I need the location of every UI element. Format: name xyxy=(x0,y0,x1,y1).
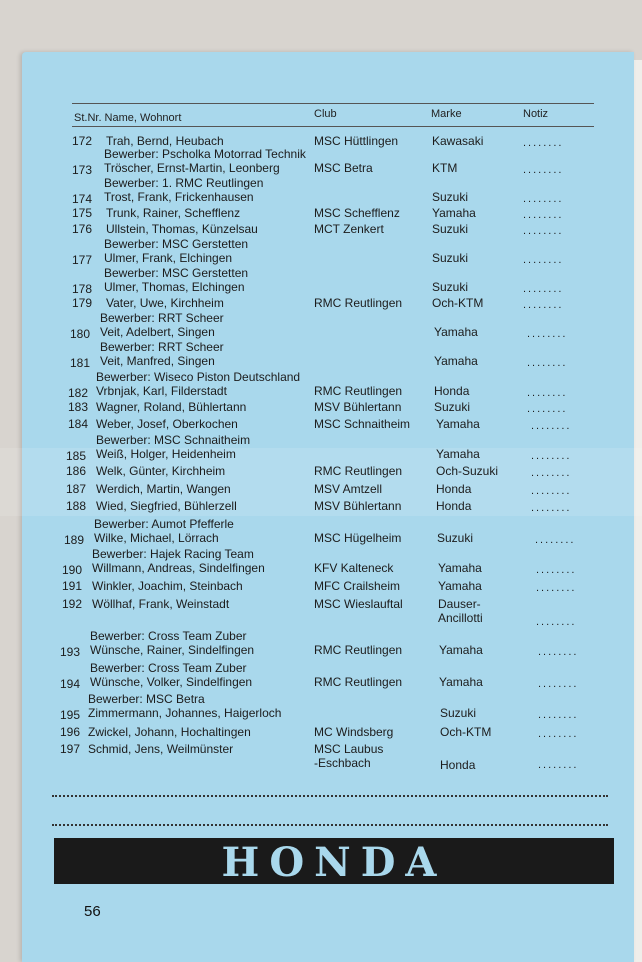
bewerber-label: Bewerber: RRT Scheer xyxy=(100,340,224,354)
notiz-dots: ........ xyxy=(523,209,564,221)
brand: Suzuki xyxy=(432,280,469,294)
club-name: MSC Schnaitheim xyxy=(314,417,411,431)
brand: Yamaha xyxy=(438,579,482,593)
rider-name: Trunk, Rainer, Schefflenz xyxy=(106,206,241,220)
brand: Suzuki xyxy=(434,400,471,414)
bewerber-label: Bewerber: 1. RMC Reutlingen xyxy=(104,176,264,190)
rider-name: Wünsche, Volker, Sindelfingen xyxy=(90,675,253,689)
rider-name: Willmann, Andreas, Sindelfingen xyxy=(92,561,265,575)
notiz-dots: ........ xyxy=(523,299,564,311)
club-name: MC Windsberg xyxy=(314,725,394,739)
notiz-dots: ........ xyxy=(538,728,579,740)
start-number: 188 xyxy=(65,499,86,513)
notiz-dots: ........ xyxy=(523,193,564,205)
header-marke: Marke xyxy=(431,108,462,120)
start-number: 196 xyxy=(59,725,80,739)
start-number: 180 xyxy=(69,327,90,341)
bewerber-label: Bewerber: Cross Team Zuber xyxy=(90,661,247,675)
rider-name: Wünsche, Rainer, Sindelfingen xyxy=(90,643,255,657)
brand: Suzuki xyxy=(440,706,477,720)
rider-name: Wagner, Roland, Bühlertann xyxy=(96,400,247,414)
rider-name: Welk, Günter, Kirchheim xyxy=(96,464,226,478)
honda-banner xyxy=(54,838,614,884)
header-nr-name: St.Nr. Name, Wohnort xyxy=(74,112,182,124)
bewerber-label: Bewerber: Aumot Pfefferle xyxy=(94,517,234,531)
club-name: RMC Reutlingen xyxy=(314,675,403,689)
bewerber-label: Bewerber: Pscholka Motorrad Technik xyxy=(104,147,306,161)
club-name: RMC Reutlingen xyxy=(314,384,403,398)
start-number: 179 xyxy=(71,296,92,310)
notiz-dots: ........ xyxy=(531,450,572,462)
honda-banner-text: HONDA xyxy=(221,839,447,886)
notiz-dots: ........ xyxy=(535,534,576,546)
page-number: 56 xyxy=(84,903,101,920)
start-number: 197 xyxy=(59,742,80,756)
notiz-dots: ........ xyxy=(531,485,572,497)
club-name: MSC Schefflenz xyxy=(314,206,400,220)
rider-name: Winkler, Joachim, Steinbach xyxy=(92,579,243,593)
notiz-dots: ........ xyxy=(536,582,577,594)
club-name: MFC Crailsheim xyxy=(314,579,401,593)
brand: Suzuki xyxy=(432,190,469,204)
start-number: 182 xyxy=(67,386,88,400)
start-number: 172 xyxy=(71,134,92,148)
notiz-dots: ........ xyxy=(523,225,564,237)
brand: Dauser- xyxy=(438,597,481,611)
start-number: 181 xyxy=(69,356,90,370)
rider-name: Wied, Siegfried, Bühlerzell xyxy=(96,499,237,513)
brand: Honda xyxy=(436,499,472,513)
notiz-dots: ........ xyxy=(538,759,579,771)
brand-line2: Ancillotti xyxy=(438,611,483,625)
start-number: 177 xyxy=(71,253,92,267)
notiz-dots: ........ xyxy=(536,616,577,628)
club-name: MSC Laubus xyxy=(314,742,384,756)
notiz-dots: ........ xyxy=(538,646,579,658)
bewerber-label: Bewerber: MSC Betra xyxy=(88,692,205,706)
header-top-rule xyxy=(72,103,594,104)
notiz-dots: ........ xyxy=(527,403,568,415)
notiz-dots: ........ xyxy=(531,467,572,479)
brand: Honda xyxy=(440,758,476,772)
rider-name: Vrbnjak, Karl, Filderstadt xyxy=(96,384,227,398)
notiz-dots: ........ xyxy=(531,502,572,514)
bewerber-label: Bewerber: Cross Team Zuber xyxy=(90,629,247,643)
rider-name: Trah, Bernd, Heubach xyxy=(106,134,224,148)
brand: Och-KTM xyxy=(432,296,484,310)
rider-name: Wöllhaf, Frank, Weinstadt xyxy=(92,597,230,611)
rider-name: Veit, Manfred, Singen xyxy=(100,354,215,368)
start-number: 175 xyxy=(71,206,92,220)
brand: KTM xyxy=(432,161,458,175)
notiz-dots: ........ xyxy=(527,328,568,340)
rider-name: Tröscher, Ernst-Martin, Leonberg xyxy=(104,161,280,175)
rider-name: Zwickel, Johann, Hochaltingen xyxy=(88,725,251,739)
start-number: 189 xyxy=(63,533,84,547)
rider-name: Zimmermann, Johannes, Haigerloch xyxy=(88,706,282,720)
club-name: MSV Amtzell xyxy=(314,482,383,496)
notes-dotted-line-2 xyxy=(52,824,608,826)
rider-name: Weber, Josef, Oberkochen xyxy=(96,417,238,431)
brand: Suzuki xyxy=(432,222,469,236)
start-number: 184 xyxy=(67,417,88,431)
bewerber-label: Bewerber: MSC Schnaitheim xyxy=(96,433,251,447)
brand: Och-KTM xyxy=(440,725,492,739)
start-number: 194 xyxy=(59,677,80,691)
brand: Yamaha xyxy=(434,325,478,339)
rider-name: Wilke, Michael, Lörrach xyxy=(94,531,219,545)
rider-name: Trost, Frank, Frickenhausen xyxy=(104,190,254,204)
rider-name: Werdich, Martin, Wangen xyxy=(96,482,231,496)
brand: Suzuki xyxy=(437,531,474,545)
rider-name: Schmid, Jens, Weilmünster xyxy=(88,742,234,756)
notiz-dots: ........ xyxy=(523,137,564,149)
start-number: 186 xyxy=(65,464,86,478)
start-number: 190 xyxy=(61,563,82,577)
header-club: Club xyxy=(314,108,337,120)
notiz-dots: ........ xyxy=(538,678,579,690)
header-notiz: Notiz xyxy=(523,108,549,120)
brand: Yamaha xyxy=(436,417,480,431)
brand: Suzuki xyxy=(432,251,469,265)
notiz-dots: ........ xyxy=(523,283,564,295)
notiz-dots: ........ xyxy=(531,420,572,432)
brand: Yamaha xyxy=(439,675,483,689)
rider-name: Weiß, Holger, Heidenheim xyxy=(96,447,236,461)
start-number: 178 xyxy=(71,282,92,296)
header-bottom-rule xyxy=(72,126,594,127)
club-name: MSC Hügelheim xyxy=(314,531,402,545)
brand: Yamaha xyxy=(438,561,482,575)
notiz-dots: ........ xyxy=(523,164,564,176)
brand: Yamaha xyxy=(436,447,480,461)
start-number: 192 xyxy=(61,597,82,611)
notiz-dots: ........ xyxy=(527,387,568,399)
rider-name: Ullstein, Thomas, Künzelsau xyxy=(106,222,258,236)
bewerber-label: Bewerber: MSC Gerstetten xyxy=(104,237,249,251)
start-number: 185 xyxy=(65,449,86,463)
brand: Honda xyxy=(434,384,470,398)
rider-name: Ulmer, Thomas, Elchingen xyxy=(104,280,245,294)
club-name: RMC Reutlingen xyxy=(314,464,403,478)
notiz-dots: ........ xyxy=(536,564,577,576)
notiz-dots: ........ xyxy=(527,357,568,369)
notiz-dots: ........ xyxy=(523,254,564,266)
brand: Honda xyxy=(436,482,472,496)
brand: Och-Suzuki xyxy=(436,464,499,478)
club-name: MSC Betra xyxy=(314,161,373,175)
notiz-dots: ........ xyxy=(538,709,579,721)
start-number: 176 xyxy=(71,222,92,236)
club-name: KFV Kalteneck xyxy=(314,561,394,575)
bewerber-label: Bewerber: Hajek Racing Team xyxy=(92,547,254,561)
club-name: MSV Bühlertann xyxy=(314,400,402,414)
start-number: 183 xyxy=(67,400,88,414)
rider-name: Veit, Adelbert, Singen xyxy=(100,325,215,339)
start-number: 195 xyxy=(59,708,80,722)
rider-name: Vater, Uwe, Kirchheim xyxy=(106,296,224,310)
club-name: MSC Hüttlingen xyxy=(314,134,399,148)
brand: Yamaha xyxy=(439,643,483,657)
start-number: 173 xyxy=(71,163,92,177)
rider-name: Ulmer, Frank, Elchingen xyxy=(104,251,233,265)
bewerber-label: Bewerber: RRT Scheer xyxy=(100,311,224,325)
start-number: 191 xyxy=(61,579,82,593)
club-name: MCT Zenkert xyxy=(314,222,384,236)
brand: Kawasaki xyxy=(432,134,484,148)
start-number: 187 xyxy=(65,482,86,496)
notes-dotted-line-1 xyxy=(52,795,608,797)
club-name-line2: -Eschbach xyxy=(314,756,371,770)
bewerber-label: Bewerber: MSC Gerstetten xyxy=(104,266,249,280)
club-name: RMC Reutlingen xyxy=(314,643,403,657)
start-number: 193 xyxy=(59,645,80,659)
start-number: 174 xyxy=(71,192,92,206)
brand: Yamaha xyxy=(434,354,478,368)
club-name: RMC Reutlingen xyxy=(314,296,403,310)
club-name: MSV Bühlertann xyxy=(314,499,402,513)
brand: Yamaha xyxy=(432,206,476,220)
bewerber-label: Bewerber: Wiseco Piston Deutschland xyxy=(96,370,301,384)
club-name: MSC Wieslauftal xyxy=(314,597,403,611)
